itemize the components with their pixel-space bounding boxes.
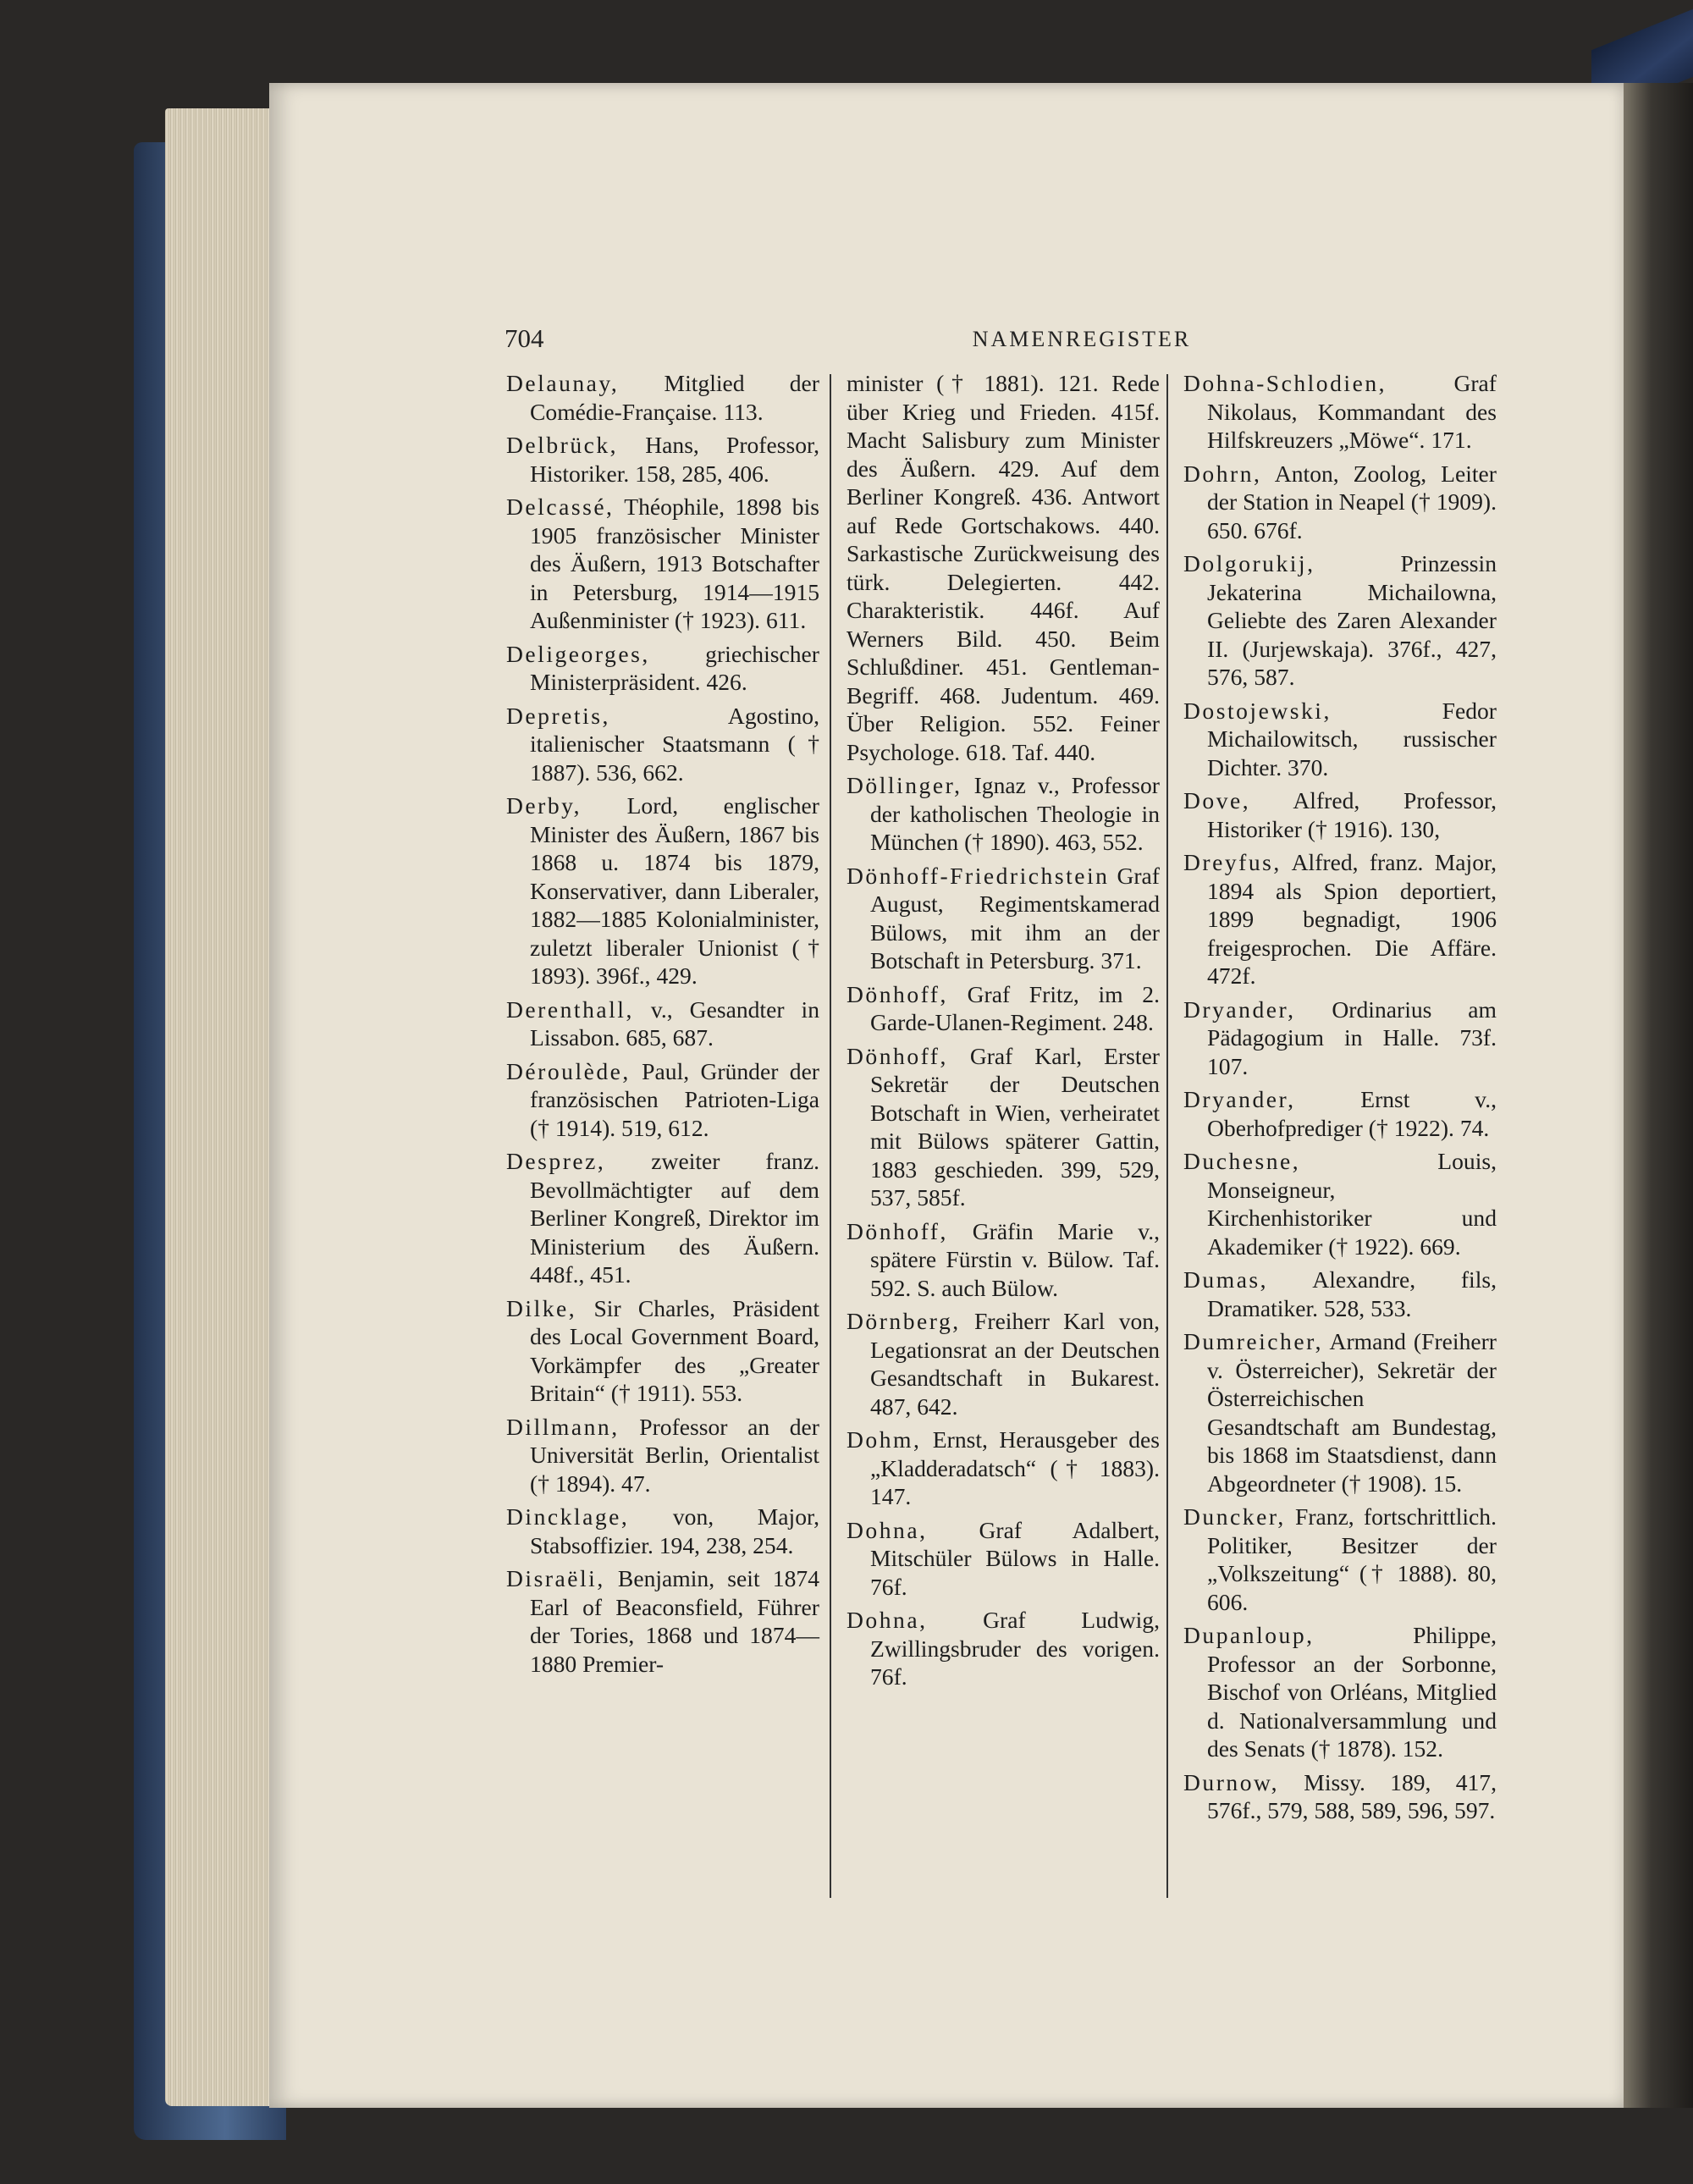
index-entry xyxy=(1183,460,1497,545)
index-entry xyxy=(506,791,819,990)
entry-name: Dörnberg, xyxy=(846,1308,961,1334)
entry-text: Graf Nikolaus, Kommandant des Hilfskreuzers „Möwe“. 171. xyxy=(1207,370,1497,453)
entry-name: Dilke, xyxy=(506,1294,577,1321)
entry-name: Delcassé, xyxy=(506,494,615,520)
entry-text: Théophile, 1898 bis 1905 französischer Minister des Äußern, 1913 Botschafter in Petersburg, 1914—1915 Außenminister († 1923). 611. xyxy=(530,494,819,633)
entry-text: Freiherr Karl von, Legationsrat an der Deutschen Gesandtschaft in Bukarest. 487, 642. xyxy=(870,1308,1160,1420)
entry-name: Döllinger, xyxy=(846,772,962,798)
entry-text: Graf Karl, Erster Sekretär der Deutschen Botschaft in Wien, verheiratet mit Bülows späterer Gattin, 1883 geschieden. 399, 529, 537, 585f. xyxy=(870,1042,1160,1211)
column-rule xyxy=(1166,374,1168,1898)
index-entry xyxy=(506,1294,819,1408)
entry-text: Louis, Monseigneur, Kirchenhistoriker und Akademiker († 1922). 669. xyxy=(1207,1148,1497,1260)
index-entry xyxy=(506,369,819,426)
entry-name: Desprez, xyxy=(506,1148,606,1174)
entry-name: Dostojewski, xyxy=(1183,697,1332,724)
entry-text: griechischer Ministerpräsident. 426. xyxy=(530,640,819,695)
index-entry xyxy=(846,980,1160,1037)
entry-text: Alexandre, fils, Dramatiker. 528, 533. xyxy=(1207,1266,1497,1321)
entry-text: zweiter franz. Bevollmächtigter auf dem Berliner Kongreß, Direktor im Ministerium des Äußern. 448f., 451. xyxy=(530,1148,819,1288)
index-entry xyxy=(1183,1085,1497,1142)
entry-text: Paul, Gründer der französischen Patrioten-Liga († 1914). 519, 612. xyxy=(530,1057,819,1141)
entry-name: Dohna-Schlodien, xyxy=(1183,370,1387,396)
index-column-3 xyxy=(1183,369,1497,1830)
entry-text: Hans, Professor, Historiker. 158, 285, 406. xyxy=(530,432,819,487)
entry-text: Ernst, Herausgeber des „Kladderadatsch“ († 1883). 147. xyxy=(870,1426,1160,1509)
entry-text: Gräfin Marie v., spätere Fürstin v. Bülow. Taf. 592. S. auch Bülow. xyxy=(870,1217,1160,1301)
index-entry xyxy=(506,640,819,697)
entry-name: Depretis, xyxy=(506,702,610,729)
entry-name: Duncker, xyxy=(1183,1503,1286,1530)
index-column-1 xyxy=(506,369,819,1683)
entry-text: Franz, fortschrittlich. Politiker, Besitzer der „Volkszeitung“ († 1888). 80, 606. xyxy=(1207,1503,1497,1615)
index-entry xyxy=(506,1564,819,1678)
entry-text: Agostino, italienischer Staatsmann († 1887). 536, 662. xyxy=(530,702,819,786)
entry-name: Duchesne, xyxy=(1183,1148,1301,1174)
entry-name: Dupanloup, xyxy=(1183,1622,1315,1648)
entry-name: Derby, xyxy=(506,792,582,819)
entry-name: Dincklage, xyxy=(506,1503,630,1530)
index-entry xyxy=(506,995,819,1052)
entry-text: von, Major, Stabsoffizier. 194, 238, 254. xyxy=(530,1503,819,1558)
index-column-2 xyxy=(846,369,1160,1696)
entry-name: Dohna, xyxy=(846,1516,928,1543)
index-entry xyxy=(1183,1266,1497,1322)
entry-text: Alfred, franz. Major, 1894 als Spion deportiert, 1899 begnadigt, 1906 freigesprochen. Die Affäre. 472f. xyxy=(1207,849,1497,989)
entry-text: Anton, Zoolog, Leiter der Station in Neapel († 1909). 650. 676f. xyxy=(1207,460,1497,543)
index-entry xyxy=(1183,1503,1497,1616)
entry-text: Sir Charles, Präsident des Local Government Board, Vorkämpfer des „Greater Britain“ († 1911). 553. xyxy=(530,1294,819,1406)
index-entry xyxy=(506,1057,819,1143)
index-entry xyxy=(1183,549,1497,692)
facing-page-edge xyxy=(1624,83,1693,2108)
index-entry xyxy=(1183,786,1497,843)
entry-name: Dryander, xyxy=(1183,1086,1296,1112)
entry-name: Dumas, xyxy=(1183,1266,1269,1293)
index-entry xyxy=(1183,1768,1497,1825)
entry-text: Benjamin, seit 1874 Earl of Beaconsfield, Führer der Tories, 1868 und 1874—1880 Premier- xyxy=(530,1565,819,1677)
entry-text: Mitglied der Comédie-Française. 113. xyxy=(530,370,819,425)
entry-name: Deligeorges, xyxy=(506,640,650,667)
entry-text: Lord, englischer Minister des Äußern, 1867 bis 1868 u. 1874 bis 1879, Konservativer, dann Liberaler, 1882—1885 Kolonialminister, zuletzt liberaler Unionist († 1893). 396f., 429. xyxy=(530,792,819,989)
entry-name: Dönhoff-Friedrichstein xyxy=(846,862,1110,889)
index-entry xyxy=(506,1503,819,1559)
entry-name: Dreyfus, xyxy=(1183,849,1282,875)
entry-text: v., Gesandter in Lissabon. 685, 687. xyxy=(530,995,819,1051)
index-entry xyxy=(506,431,819,488)
entry-name: Déroulède, xyxy=(506,1057,631,1084)
index-entry xyxy=(1183,1621,1497,1763)
index-entry xyxy=(506,493,819,635)
entry-name: Delaunay, xyxy=(506,370,620,396)
page-header xyxy=(269,323,1625,366)
entry-text: Graf Adalbert, Mitschüler Bülows in Halle. 76f. xyxy=(870,1516,1160,1600)
entry-text: Prinzessin Jekaterina Michailowna, Geliebte des Zaren Alexander II. (Jurjewskaja). 376f., 427, 576, 587. xyxy=(1207,550,1497,690)
index-entry xyxy=(846,1606,1160,1691)
index-entry xyxy=(1183,995,1497,1081)
entry-text: Ordinarius am Pädagogium in Halle. 73f. 107. xyxy=(1207,995,1497,1079)
index-entry xyxy=(1183,369,1497,455)
entry-name: Dönhoff, xyxy=(846,980,948,1007)
index-entry xyxy=(506,1147,819,1289)
entry-name: Dönhoff, xyxy=(846,1217,948,1244)
entry-name: Dönhoff, xyxy=(846,1042,948,1069)
entry-text: Graf Ludwig, Zwillingsbruder des vorigen. 76f. xyxy=(870,1607,1160,1690)
entry-name: Dohrn, xyxy=(1183,460,1262,487)
entry-continuation: minister († 1881). 121. Rede über Krieg und Frieden. 415f. Macht Salisbury zum Minister des Äußern. 429. Auf dem Berliner Kongreß. 436. Antwort auf Rede Gortschakows. 440. Sarkastische Zurückweisung des türk. Delegierten. 442. Charakteristik. 446f. Auf Werners Bild. 450. Beim Schlußdiner. 451. Gentleman-Begriff. 468. Judentum. 469. Über Religion. 552. Feiner Psychologe. 618. Taf. 440. xyxy=(846,370,1160,765)
entry-name: Durnow, xyxy=(1183,1768,1280,1795)
entry-name: Dillmann, xyxy=(506,1413,620,1440)
entry-name: Dohm, xyxy=(846,1426,922,1453)
index-entry xyxy=(1183,848,1497,990)
index-entry xyxy=(1183,1147,1497,1260)
entry-text: Ignaz v., Professor der katholischen Theologie in München († 1890). 463, 552. xyxy=(870,772,1160,855)
index-entry xyxy=(846,771,1160,857)
entry-text: Alfred, Professor, Historiker († 1916). 130, xyxy=(1207,787,1497,842)
index-entry xyxy=(506,1413,819,1498)
entry-text: Graf August, Regimentskamerad Bülows, mit ihm an der Botschaft in Petersburg. 371. xyxy=(870,862,1160,973)
entry-name: Dumreicher, xyxy=(1183,1328,1324,1354)
entry-text: Ernst v., Oberhofprediger († 1922). 74. xyxy=(1207,1086,1497,1141)
entry-text: Philippe, Professor an der Sorbonne, Bischof von Orléans, Mitglied d. Nationalversammlung und des Senats († 1878). 152. xyxy=(1207,1622,1497,1762)
index-entry xyxy=(846,862,1160,975)
index-entry xyxy=(506,702,819,787)
index-entry xyxy=(846,1042,1160,1212)
entry-name: Derenthall, xyxy=(506,995,634,1023)
entry-text: Graf Fritz, im 2. Garde-Ulanen-Regiment. 248. xyxy=(870,980,1160,1035)
running-title: NAMENREGISTER xyxy=(972,327,1192,351)
book-page xyxy=(269,83,1625,2108)
entry-name: Dolgorukij, xyxy=(1183,550,1315,576)
entry-text: Professor an der Universität Berlin, Orientalist († 1894). 47. xyxy=(530,1413,819,1497)
column-rule xyxy=(830,374,831,1898)
entry-text: Armand (Freiherr v. Österreicher), Sekretär der Österreichischen Gesandtschaft am Bundestag, bis 1868 im Staatsdienst, dann Abgeordneter († 1908). 15. xyxy=(1207,1328,1497,1497)
index-entry xyxy=(846,1516,1160,1602)
index-entry xyxy=(846,1217,1160,1303)
index-entry xyxy=(846,1307,1160,1420)
entry-name: Delbrück, xyxy=(506,432,619,458)
entry-name: Dryander, xyxy=(1183,995,1296,1023)
entry-name: Disraëli, xyxy=(506,1565,605,1591)
index-entry xyxy=(1183,697,1497,782)
entry-text: Fedor Michailowitsch, russischer Dichter. 370. xyxy=(1207,697,1497,780)
page-number: 704 xyxy=(505,323,544,353)
entry-name: Dove, xyxy=(1183,787,1251,813)
entry-name: Dohna, xyxy=(846,1607,928,1633)
entry-text: Missy. 189, 417, 576f., 579, 588, 589, 596, 597. xyxy=(1207,1768,1497,1823)
index-entry xyxy=(1183,1327,1497,1497)
index-entry xyxy=(846,1426,1160,1511)
